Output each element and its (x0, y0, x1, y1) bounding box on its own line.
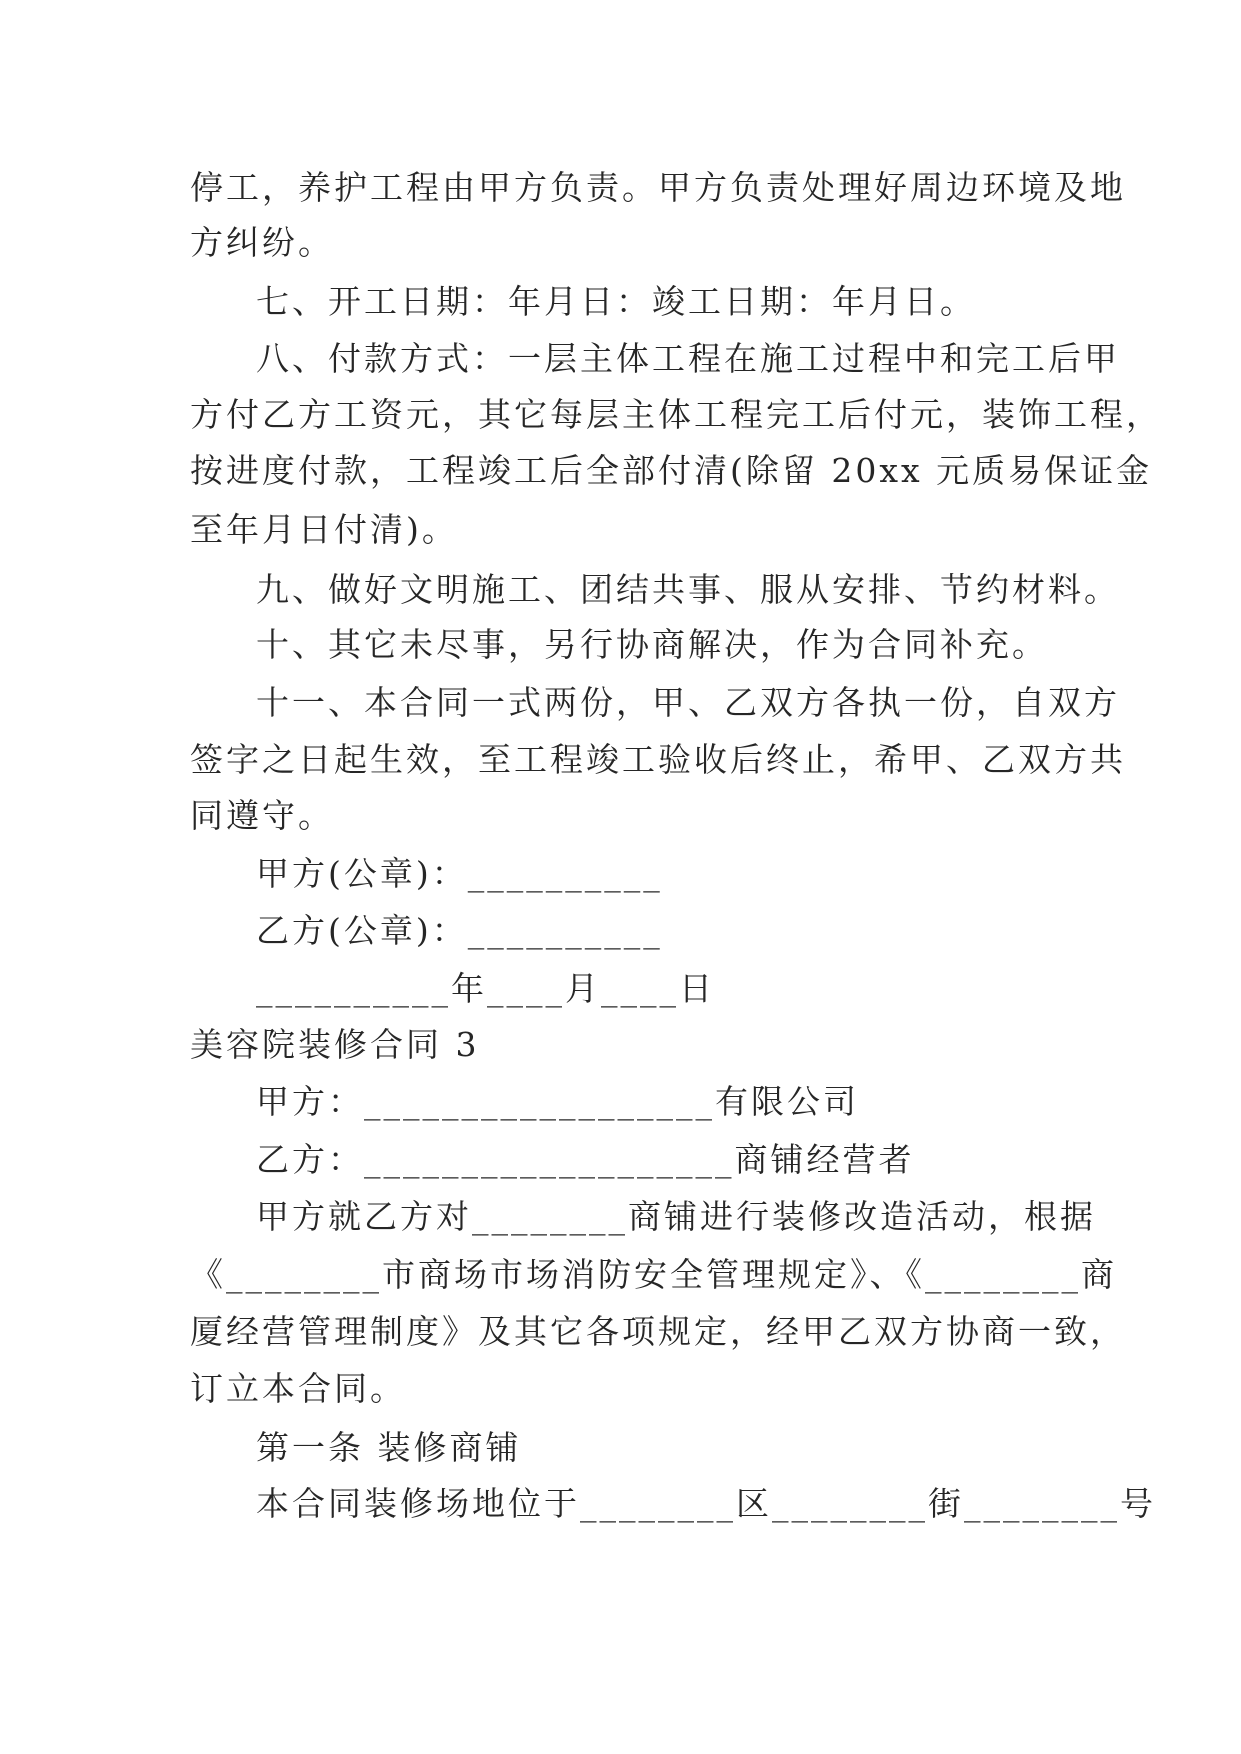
signature-line-party-b: 乙方(公章)：__________ (256, 911, 663, 950)
date-line: __________年____月____日 (256, 969, 715, 1008)
paragraph-line: 《________市商场市场消防安全管理规定》、《________商 (190, 1255, 1117, 1294)
paragraph-line: 九、做好文明施工、团结共事、服从安排、节约材料。 (256, 570, 1120, 609)
party-a-line: 甲方：__________________有限公司 (256, 1082, 859, 1121)
article-heading: 第一条 装修商铺 (256, 1428, 522, 1467)
paragraph-line: 厦经营管理制度》及其它各项规定，经甲乙双方协商一致， (190, 1312, 1126, 1351)
paragraph-line: 本合同装修场地位于________区________街________号 (256, 1484, 1156, 1523)
paragraph-line: 方纠纷。 (190, 223, 334, 262)
party-b-line: 乙方：___________________商铺经营者 (256, 1140, 915, 1179)
paragraph-line: 八、付款方式：一层主体工程在施工过程中和完工后甲 (256, 339, 1120, 378)
paragraph-line: 同遵守。 (190, 796, 334, 835)
paragraph-line: 签字之日起生效，至工程竣工验收后终止，希甲、乙双方共 (190, 740, 1126, 779)
paragraph-line: 十一、本合同一式两份，甲、乙双方各执一份，自双方 (256, 683, 1120, 722)
paragraph-line: 十、其它未尽事，另行协商解决，作为合同补充。 (256, 625, 1048, 664)
signature-line-party-a: 甲方(公章)：__________ (256, 854, 663, 893)
paragraph-line: 至年月日付清)。 (190, 510, 458, 549)
paragraph-line: 停工，养护工程由甲方负责。甲方负责处理好周边环境及地 (190, 168, 1126, 207)
section-title: 美容院装修合同 3 (190, 1025, 480, 1064)
paragraph-line: 甲方就乙方对________商铺进行装修改造活动，根据 (256, 1197, 1096, 1236)
paragraph-line: 七、开工日期：年月日：竣工日期：年月日。 (256, 282, 976, 321)
paragraph-line: 订立本合同。 (190, 1369, 406, 1408)
paragraph-line: 方付乙方工资元，其它每层主体工程完工后付元，装饰工程， (190, 395, 1162, 434)
paragraph-line: 按进度付款，工程竣工后全部付清(除留 20xx 元质易保证金 (190, 451, 1153, 490)
